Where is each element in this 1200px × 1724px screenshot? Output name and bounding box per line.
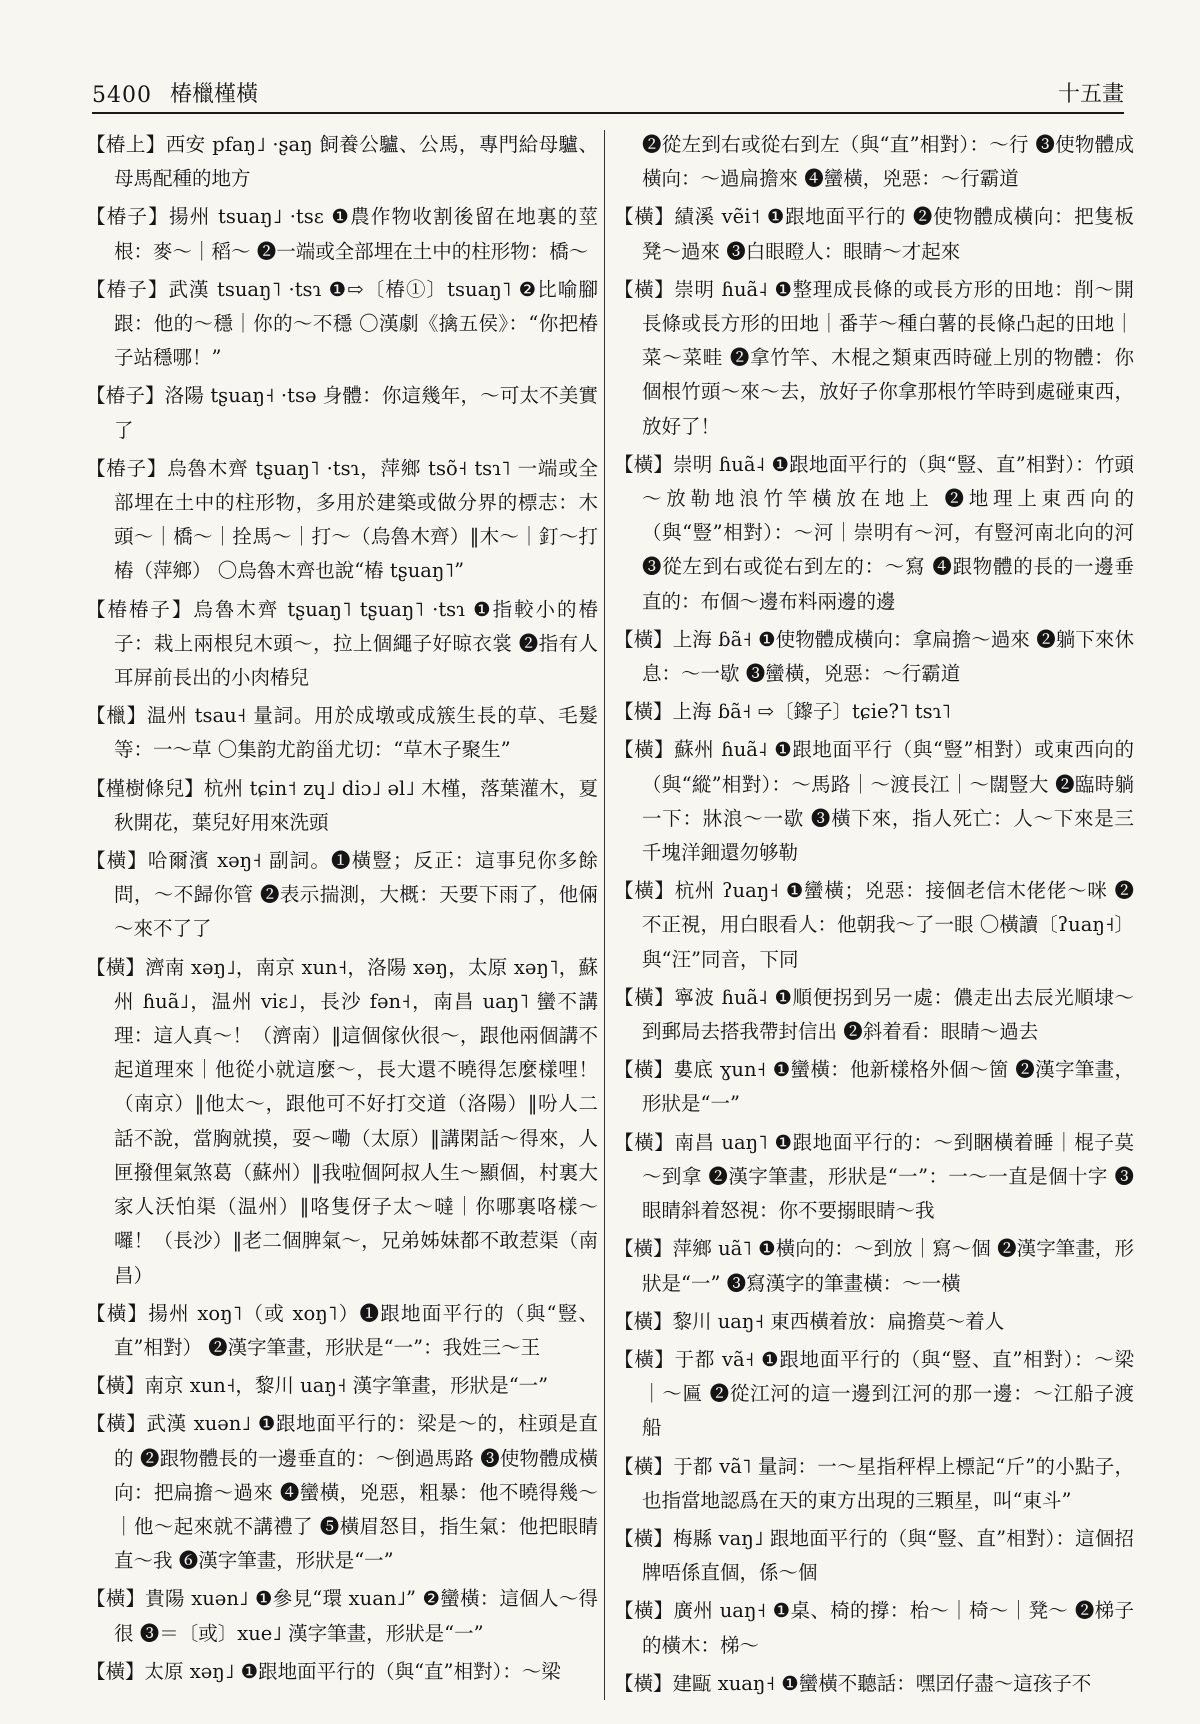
dictionary-entry: 【槿樹條兒】杭州 tɕin˦ zɥ˩ diɔ˩ əl˩ 木槿，落葉灌木，夏秋開花，葉兒好用來洗頭 — [86, 776, 598, 834]
dictionary-entry: 【椿上】西安 pfaŋ˩ ·ʂaŋ 飼養公驢、公馬，專門給母驢、母馬配種的地方 — [86, 133, 598, 191]
dictionary-entry: 【橫】貴陽 xuən˩ ❶參見“環 xuan˩” ❷蠻橫：這個人～得很 ❸＝〔或〕xue˩ 漢字筆畫，形狀是“一” — [86, 1587, 598, 1645]
dictionary-entry: 【橫】崇明 ɦuã˨ ❶跟地面平行的（與“豎、直”相對）：竹頭～放勒地浪竹竿橫放在地上 ❷地理上東西向的（與“豎”相對）：～河｜崇明有～河，有豎河南北向的河 ❸從左到右或從右到左的：～寫 ❹跟物體的長的一邊垂直的：布個～邊布料兩邊的邊 — [614, 452, 1134, 613]
dictionary-entry: 【橫】上海 ɓã˧ ❶使物體成橫向：拿扁擔～過來 ❷躺下來休息：～一歇 ❸蠻橫，兇惡：～行霸道 — [614, 627, 1134, 686]
dictionary-entry: 【椿椿子】烏魯木齊 tʂuaŋ˥ tʂuaŋ˥ ·tsɿ ❶指較小的椿子：栽上兩根兒木頭～，拉上個繩子好晾衣裳 ❷指有人耳屏前長出的小肉椿兒 — [86, 597, 598, 690]
dictionary-entry: 【橫】廣州 uaŋ˧ ❶桌、椅的撐：枱～｜椅～｜凳～ ❷梯子的橫木：梯～ — [614, 1599, 1134, 1657]
dictionary-entry: 【橫】婁底 ɣun˧ ❶蠻橫：他新樣格外個～箇 ❷漢字筆畫，形狀是“一” — [614, 1058, 1134, 1116]
dictionary-entry: 【橫】黎川 uaŋ˧ 東西橫着放：扁擔莫～着人 — [614, 1309, 1005, 1333]
section-label: 十五畫 — [1057, 82, 1124, 107]
dictionary-entry: 【橫】濟南 xəŋ˩，南京 xun˧，洛陽 xəŋ，太原 xəŋ˥，蘇州 ɦuã˩，温州 viɛ˩，長沙 fən˧，南昌 uaŋ˥ 蠻不講理：這人真～！（濟南）‖這個傢伙很～，跟他兩個講不起道理來｜他從小就這麼～，長大還不曉得怎麼樣哩！（南京）‖他太～，跟他可不好打交道（洛陽）‖吩人二話不說，當胸就摸，耍～嘞（太原）‖講閑話～得來，人匣撥俚氣煞葛（蘇州）‖我啦個阿叔人生～顯個，村裏大家人沃怕渠（温州）‖咯隻伢子太～噠｜你哪裏咯樣～囉！（長沙）‖老二個脾氣～，兄弟姊妹都不敢惹渠（南昌） — [86, 955, 598, 1287]
dictionary-entry: 【椿子】武漢 tsuaŋ˥ ·tsɿ ❶⇨〔椿①〕tsuaŋ˥ ❷比喻腳跟：他的～穩｜你的～不穩 〇漢劇《擒五侯》：“你把椿子站穩哪！” — [86, 277, 598, 370]
dictionary-entry: 【橫】上海 ɓã˧ ⇨〔鑗子〕tɕie?˥ tsɿ˥ — [614, 700, 952, 724]
dictionary-entry: 【橫】寧波 ɦuã˨ ❶順便拐到另一處：儂走出去辰光順埭～到郵局去搭我帶封信出 ❷斜着看：眼睛～過去 — [614, 985, 1134, 1044]
right-column — [614, 128, 1134, 1708]
left-column — [86, 128, 598, 1708]
dictionary-entry: 【椿子】烏魯木齊 tʂuaŋ˥ ·tsɿ，萍鄉 tsõ˧ tsɿ˥ 一端或全部埋在土中的柱形物，多用於建築或做分界的標志：木頭～｜橋～｜拴馬～｜打～（烏魯木齊）‖木～｜釘～打樁（萍鄉） 〇烏魯木齊也說“樁 tʂuaŋ˥” — [86, 456, 598, 583]
dictionary-entry: 【橫】武漢 xuən˩ ❶跟地面平行的：梁是～的，柱頭是直的 ❷跟物體長的一邊垂直的：～倒過馬路 ❸使物體成橫向：把扁擔～過來 ❹蠻橫，兇惡，粗暴：他不曉得幾～｜他～起來就不講禮了 ❺橫眉怒目，指生氣：他把眼睛直～我 ❻漢字筆畫，形狀是“一” — [86, 1412, 598, 1573]
dictionary-entry: 【橫】揚州 xoŋ˥（或 xoŋ˥）❶跟地面平行的（與“豎、直”相對） ❷漢字筆畫，形狀是“一”：我姓三～王 — [86, 1301, 598, 1359]
column-divider — [604, 130, 605, 1700]
dictionary-entry: 【橫】績溪 vẽi˦ ❶跟地面平行的 ❷使物體成橫向：把隻板凳～過來 ❸白眼瞪人：眼睛～才起來 — [614, 205, 1134, 263]
entry-continuation: ❷從左到右或從右到左（與“直”相對）：～行 ❸使物體成橫向：～過扁擔來 ❹蠻橫，兇惡：～行霸道 — [642, 133, 1134, 191]
dictionary-entry: 【橫】杭州 ʔuaŋ˧ ❶蠻橫；兇惡：接個老信木佬佬～咪 ❷不正視，用白眼看人：他朝我～了一眼 〇橫讀〔ʔuaŋ˧〕與“汪”同音，下同 — [614, 879, 1134, 971]
dictionary-entry: 【橫】崇明 ɦuã˨ ❶整理成長條的或長方形的田地：削～開長條或長方形的田地｜番芋～種白薯的長條凸起的田地｜菜～菜畦 ❷拿竹竿、木棍之類東西時碰上別的物體：你個根竹頭～來～去，放好子你拿那根竹竿時到處碰東西，放好了！ — [614, 277, 1134, 438]
page-number: 5400 — [92, 83, 152, 108]
dictionary-entry: 【橫】于都 vã˥ 量詞：一～星指秤桿上標記“斤”的小點子，也指當地認爲在天的東方出現的三顆星，叫“東斗” — [614, 1454, 1134, 1512]
header-left — [92, 77, 258, 108]
dictionary-entry: 【橫】南昌 uaŋ˥ ❶跟地面平行的：～到睏橫着睡｜棍子莫～到拿 ❷漢字筆畫，形狀是“一”：一～一直是個十字 ❸眼睛斜着怒視：你不要搦眼睛～我 — [614, 1130, 1134, 1223]
dictionary-entry: 【橫】蘇州 ɦuã˨ ❶跟地面平行（與“豎”相對）或東西向的（與“縱”相對）：～馬路｜～渡長江｜～闊豎大 ❷臨時躺一下：牀浪～一歇 ❸橫下來，指人死亡：人～下來是三千塊洋鈿還勿够勒 — [614, 738, 1134, 865]
dictionary-entry: 【橫】哈爾濱 xəŋ˧ 副詞。❶橫豎；反正：這事兒你多餘問，～不歸你管 ❷表示揣測，大概：天要下雨了，他倆～來不了了 — [86, 849, 598, 941]
dictionary-entry: 【橫】萍鄉 uã˥ ❶橫向的：～到放｜寫～個 ❷漢字筆畫，形狀是“一” ❸寫漢字的筆畫橫：～一橫 — [614, 1237, 1134, 1295]
dictionary-entry: 【椿子】洛陽 tʂuaŋ˧ ·tsə 身體：你這幾年，～可太不美實了 — [86, 384, 598, 442]
dictionary-entry: 【橫】建甌 xuaŋ˧ ❶蠻橫不聽話：嘿囝仔盡～這孩子不 — [614, 1671, 1092, 1695]
dictionary-entry: 【橫】梅縣 vaŋ˩ 跟地面平行的（與“豎、直”相對）：這個招牌唔係直個，係～個 — [614, 1526, 1134, 1585]
dictionary-entry: 【㯿】温州 tsau˧ 量詞。用於成墩或成簇生長的草、毛髮等：一～草 〇集韵尤韵甾尤切：“草木子聚生” — [86, 704, 598, 762]
running-headwords: 椿㯿槿橫 — [170, 82, 259, 107]
dictionary-entry: 【橫】太原 xəŋ˩ ❶跟地面平行的（與“直”相對）：～梁 — [86, 1659, 561, 1683]
dictionary-entry: 【橫】南京 xun˧，黎川 uaŋ˧ 漢字筆畫，形狀是“一” — [86, 1374, 549, 1398]
dictionary-entry: 【椿子】揚州 tsuaŋ˩ ·tsɛ ❶農作物收割後留在地裏的莖根：麥～｜稻～ ❷一端或全部埋在土中的柱形物：橋～ — [86, 205, 598, 263]
dictionary-entry: 【橫】于都 vã˧ ❶跟地面平行的（與“豎、直”相對）：～梁｜～匾 ❷從江河的這一邊到江河的那一邊：～江船子渡船 — [614, 1347, 1134, 1440]
page-header — [92, 66, 1124, 114]
